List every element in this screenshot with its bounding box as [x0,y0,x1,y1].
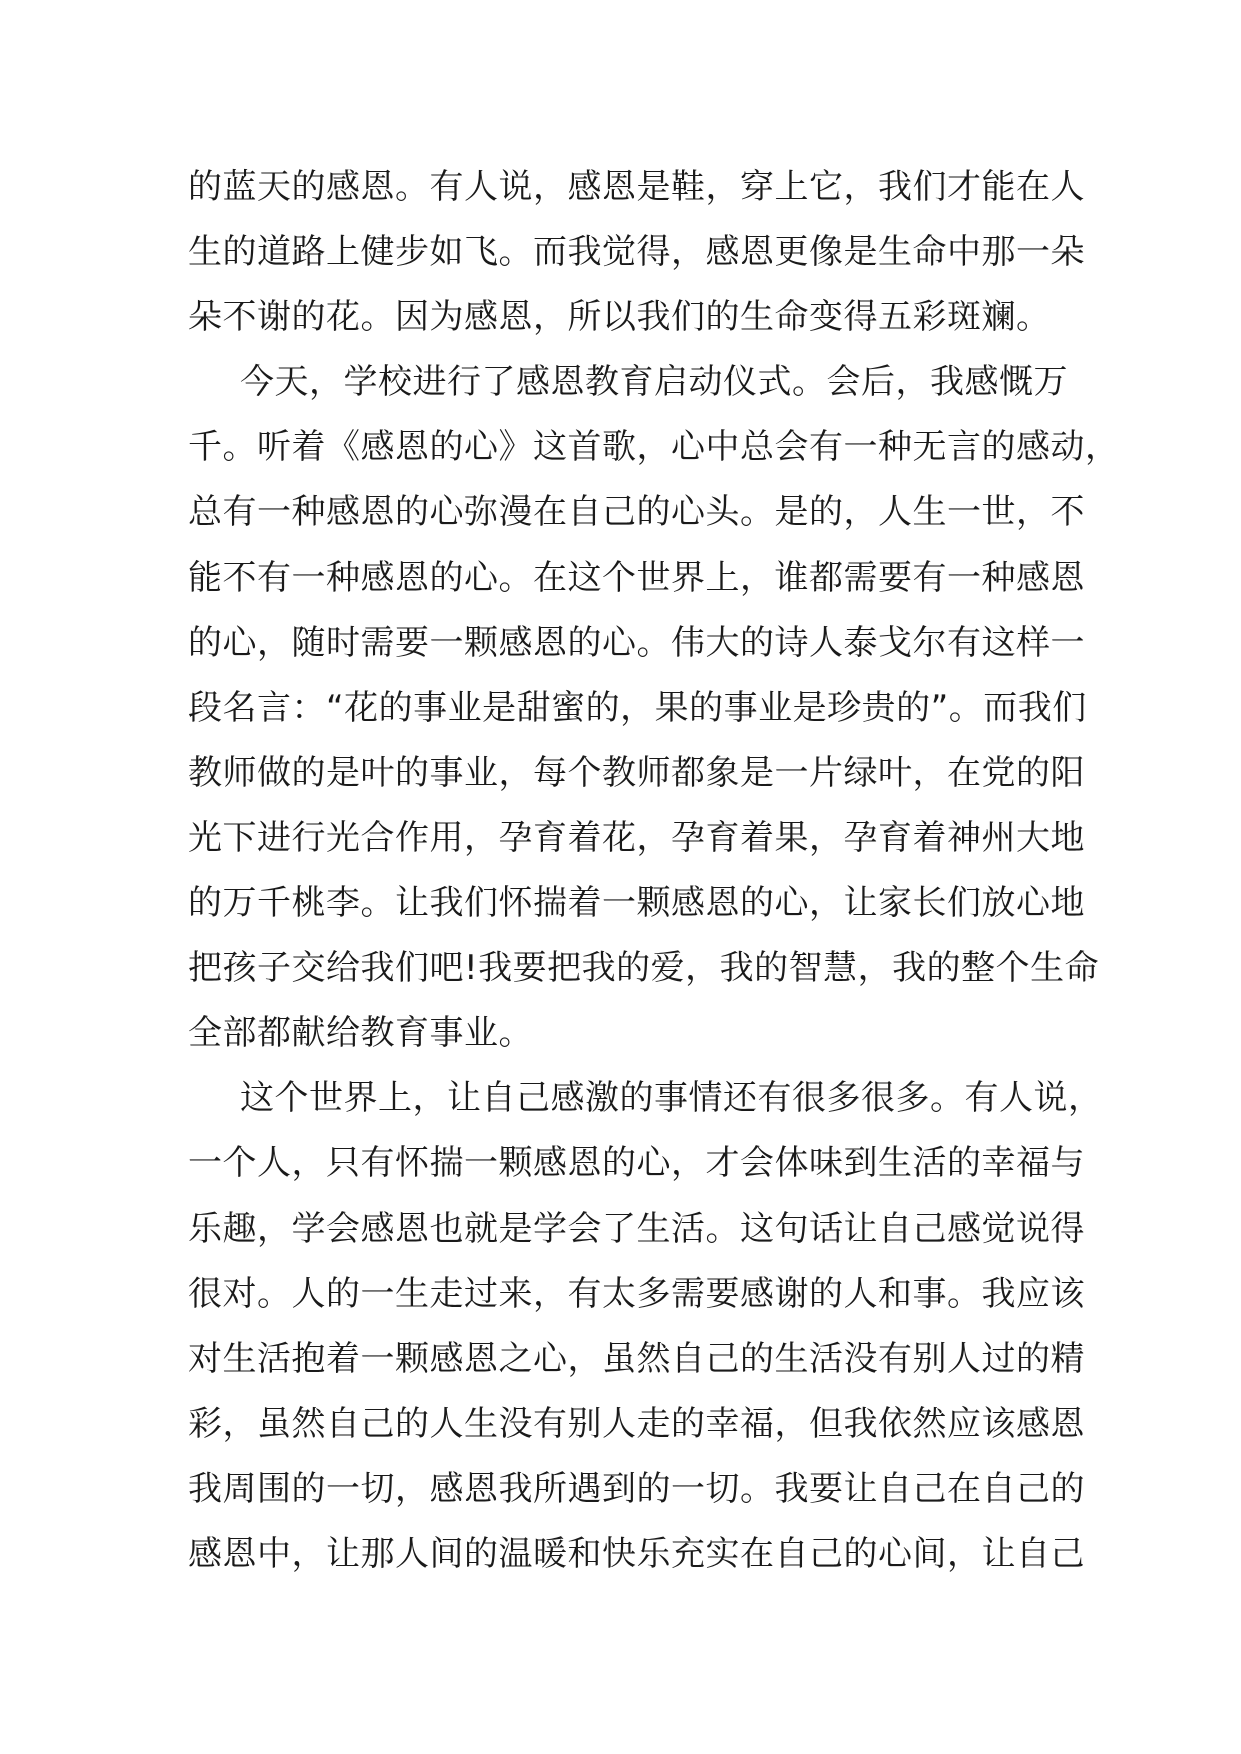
text-line: 总有一种感恩的心弥漫在自己的心头。是的，人生一世，不 [188,492,1085,533]
text-line: 对生活抱着一颗感恩之心，虽然自己的生活没有别人过的精 [188,1338,1085,1379]
text-line: 朵不谢的花。因为感恩，所以我们的生命变得五彩斑斓。 [188,297,1051,338]
paragraph-2 [188,350,1120,1066]
text-line: 的万千桃李。让我们怀揣着一颗感恩的心，让家长们放心地 [188,883,1085,924]
text-line: 把孩子交给我们吧!我要把我的爱，我的智慧，我的整个生命 [188,948,1100,989]
text-line: 彩，虽然自己的人生没有别人走的幸福，但我依然应该感恩 [188,1403,1085,1444]
paragraph-1 [188,155,1085,350]
text-line: 我周围的一切，感恩我所遇到的一切。我要让自己在自己的 [188,1468,1085,1509]
text-line: 的蓝天的感恩。有人说，感恩是鞋，穿上它，我们才能在人 [188,167,1085,207]
text-line: 能不有一种感恩的心。在这个世界上，谁都需要有一种感恩 [188,557,1085,598]
text-line: 段名言：“花的事业是甜蜜的，果的事业是珍贵的”。而我们 [188,687,1087,728]
text-line: 教师做的是叶的事业，每个教师都象是一片绿叶，在党的阳 [188,752,1085,793]
text-line: 一个人，只有怀揣一颗感恩的心，才会体味到生活的幸福与 [188,1143,1085,1184]
text-line: 生的道路上健步如飞。而我觉得，感恩更像是生命中那一朵 [188,232,1085,273]
text-line: 乐趣，学会感恩也就是学会了生活。这句话让自己感觉说得 [188,1208,1085,1249]
text-line: 的心，随时需要一颗感恩的心。伟大的诗人泰戈尔有这样一 [188,622,1085,663]
text-line: 千。听着《感恩的心》这首歌，心中总会有一种无言的感动， [188,427,1120,468]
text-line: 全部都献给教育事业。 [188,1013,533,1054]
paragraph-3 [188,1066,1103,1587]
text-line: 今天，学校进行了感恩教育启动仪式。会后，我感慨万 [240,362,1068,403]
text-line: 光下进行光合作用，孕育着花，孕育着果，孕育着神州大地 [188,817,1085,858]
text-line: 很对。人的一生走过来，有太多需要感谢的人和事。我应该 [188,1273,1085,1314]
text-line: 这个世界上，让自己感激的事情还有很多很多。有人说， [240,1078,1103,1119]
body-text [188,155,1120,1587]
text-line: 感恩中，让那人间的温暖和快乐充实在自己的心间，让自己 [188,1533,1085,1574]
